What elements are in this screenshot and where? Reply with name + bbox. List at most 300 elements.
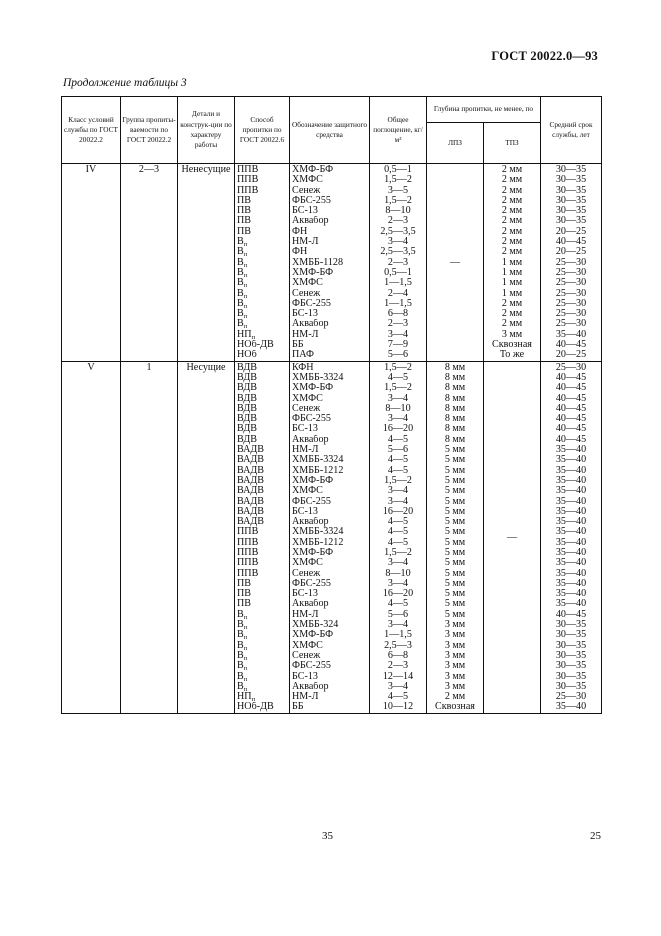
header-tpz: ТПЗ: [484, 123, 541, 164]
method-subscript: п: [243, 624, 248, 631]
table-row: [62, 350, 602, 361]
agent-cell: Аквабор: [290, 435, 370, 445]
method-subscript: п: [243, 261, 248, 268]
group-cell: [121, 186, 178, 196]
method-cell: [235, 548, 290, 558]
group-cell: [121, 548, 178, 558]
method-code: ППВ: [237, 547, 259, 558]
absorption-cell: 3—4: [370, 682, 427, 692]
method-subscript: п: [243, 251, 248, 258]
method-code: ВДВ: [237, 393, 257, 404]
class-cell: [62, 206, 121, 216]
table-row: [62, 330, 602, 340]
life-cell: 35—40: [541, 330, 602, 340]
method-cell: [235, 672, 290, 682]
absorption-cell: 1—1,5: [370, 299, 427, 309]
life-cell: 30—35: [541, 641, 602, 651]
method-subscript: п: [243, 644, 248, 651]
group-cell: [121, 497, 178, 507]
agent-cell: Сенеж: [290, 569, 370, 579]
life-cell: 25—30: [541, 299, 602, 309]
agent-cell: ХМФ-БФ: [290, 548, 370, 558]
absorption-cell: 1,5—2: [370, 196, 427, 206]
agent-cell: ББ: [290, 702, 370, 713]
class-cell: [62, 641, 121, 651]
details-cell: [178, 186, 235, 196]
method-cell: [235, 258, 290, 268]
class-cell: [62, 702, 121, 713]
method-code: ППВ: [237, 537, 259, 548]
method-code: ППВ: [237, 568, 259, 579]
method-code: В: [237, 640, 244, 651]
group-cell: [121, 278, 178, 288]
life-cell: 30—35: [541, 186, 602, 196]
lpz-cell: 3 мм: [427, 651, 484, 661]
agent-cell: ББ: [290, 340, 370, 350]
absorption-cell: 4—5: [370, 435, 427, 445]
agent-cell: Аквабор: [290, 682, 370, 692]
details-cell: [178, 373, 235, 383]
life-cell: 40—45: [541, 424, 602, 434]
method-code: ПВ: [237, 195, 252, 206]
absorption-cell: 8—10: [370, 404, 427, 414]
life-cell: 35—40: [541, 455, 602, 465]
lpz-cell: 3 мм: [427, 682, 484, 692]
group-cell: [121, 309, 178, 319]
method-code: ПВ: [237, 599, 252, 610]
life-cell: 30—35: [541, 630, 602, 640]
group-cell: [121, 196, 178, 206]
tpz-cell: 1 мм: [484, 289, 541, 299]
lpz-cell: 5 мм: [427, 589, 484, 599]
details-cell: [178, 299, 235, 309]
group-cell: [121, 299, 178, 309]
life-cell: 25—30: [541, 278, 602, 288]
method-cell: [235, 247, 290, 257]
method-subscript: п: [243, 292, 248, 299]
details-cell: [178, 620, 235, 630]
absorption-cell: 3—4: [370, 330, 427, 340]
group-cell: [121, 507, 178, 517]
life-cell: 40—45: [541, 404, 602, 414]
class-cell: [62, 196, 121, 206]
table-row: [62, 340, 602, 350]
class-cell: [62, 579, 121, 589]
method-subscript: п: [243, 323, 248, 330]
group-cell: [121, 247, 178, 257]
tpz-cell: 3 мм: [484, 330, 541, 340]
agent-cell: Аквабор: [290, 319, 370, 329]
group-cell: [121, 651, 178, 661]
agent-cell: Сенеж: [290, 289, 370, 299]
details-cell: [178, 206, 235, 216]
absorption-cell: 3—5: [370, 186, 427, 196]
life-cell: 35—40: [541, 548, 602, 558]
tpz-cell: 2 мм: [484, 319, 541, 329]
group-cell: [121, 466, 178, 476]
agent-cell: ФБС-255: [290, 661, 370, 671]
class-cell: [62, 414, 121, 424]
table-row: [62, 309, 602, 319]
absorption-cell: 1,5—2: [370, 383, 427, 393]
group-cell: [121, 610, 178, 620]
absorption-cell: 12—14: [370, 672, 427, 682]
class-cell: [62, 630, 121, 640]
details-cell: [178, 445, 235, 455]
lpz-cell: 5 мм: [427, 507, 484, 517]
group-cell: [121, 206, 178, 216]
method-code: В: [237, 267, 244, 278]
life-cell: 35—40: [541, 579, 602, 589]
class-cell: [62, 435, 121, 445]
agent-cell: ФБС-255: [290, 299, 370, 309]
table-row: [62, 206, 602, 216]
method-code: В: [237, 278, 244, 289]
header-absorption: Общее поглощение, кг/м³: [370, 97, 427, 164]
method-code: НОб-ДВ: [237, 340, 274, 351]
header-life: Средний срок службы, лет: [541, 97, 602, 164]
method-code: ВДВ: [237, 383, 257, 394]
class-cell: [62, 289, 121, 299]
details-cell: Ненесущие: [178, 164, 235, 176]
group-cell: [121, 289, 178, 299]
lpz-cell: 8 мм: [427, 424, 484, 434]
header-class: Класс условий службы по ГОСТ 20022.2: [62, 97, 121, 164]
absorption-cell: 4—5: [370, 455, 427, 465]
header-group: Группа пропиты-ваемости по ГОСТ 20022.2: [121, 97, 178, 164]
agent-cell: Аквабор: [290, 216, 370, 226]
class-cell: [62, 340, 121, 350]
tpz-cell: 2 мм: [484, 164, 541, 176]
table-row: [62, 175, 602, 185]
method-code: ПВ: [237, 226, 252, 237]
agent-cell: НМ-Л: [290, 445, 370, 455]
group-cell: [121, 589, 178, 599]
method-code: В: [237, 288, 244, 299]
method-code: ВДВ: [237, 361, 257, 373]
life-cell: 40—45: [541, 610, 602, 620]
method-cell: [235, 651, 290, 661]
method-cell: [235, 175, 290, 185]
lpz-cell: 5 мм: [427, 579, 484, 589]
class-cell: [62, 227, 121, 237]
absorption-cell: 16—20: [370, 507, 427, 517]
details-cell: [178, 216, 235, 226]
method-cell: [235, 558, 290, 568]
life-cell: 25—30: [541, 289, 602, 299]
method-cell: [235, 641, 290, 651]
agent-cell: ХМББ-3324: [290, 455, 370, 465]
group-cell: [121, 394, 178, 404]
table-row: [62, 268, 602, 278]
table-row: [62, 299, 602, 309]
absorption-cell: 3—4: [370, 237, 427, 247]
details-cell: [178, 330, 235, 340]
agent-cell: ХМФС: [290, 486, 370, 496]
method-cell: [235, 404, 290, 414]
life-cell: 20—25: [541, 350, 602, 361]
method-cell: [235, 589, 290, 599]
absorption-cell: 2—4: [370, 289, 427, 299]
method-code: НП: [237, 329, 252, 340]
class-cell: [62, 309, 121, 319]
group-cell: 1: [121, 361, 178, 373]
class-cell: [62, 661, 121, 671]
details-cell: [178, 424, 235, 434]
group-cell: [121, 579, 178, 589]
group-cell: [121, 569, 178, 579]
life-cell: 40—45: [541, 340, 602, 350]
agent-cell: БС-13: [290, 424, 370, 434]
life-cell: 30—35: [541, 196, 602, 206]
absorption-cell: 3—4: [370, 620, 427, 630]
method-code: В: [237, 620, 244, 631]
method-subscript: п: [243, 665, 248, 672]
method-code: ВАДВ: [237, 506, 265, 517]
tpz-cell: 2 мм: [484, 175, 541, 185]
details-cell: [178, 309, 235, 319]
method-cell: [235, 466, 290, 476]
agent-cell: ФБС-255: [290, 196, 370, 206]
method-cell: [235, 278, 290, 288]
method-code: ВАДВ: [237, 486, 265, 497]
details-cell: [178, 630, 235, 640]
table-row: [62, 278, 602, 288]
group-cell: [121, 661, 178, 671]
lpz-cell: 5 мм: [427, 517, 484, 527]
life-cell: 30—35: [541, 682, 602, 692]
group-cell: [121, 641, 178, 651]
life-cell: 35—40: [541, 527, 602, 537]
life-cell: 35—40: [541, 486, 602, 496]
details-cell: [178, 278, 235, 288]
group-cell: [121, 486, 178, 496]
tpz-dash-cell: —: [484, 361, 541, 713]
lpz-cell: 8 мм: [427, 435, 484, 445]
lpz-cell: 5 мм: [427, 599, 484, 609]
method-code: В: [237, 609, 244, 620]
life-cell: 25—30: [541, 361, 602, 373]
class-cell: [62, 620, 121, 630]
method-code: НП: [237, 692, 252, 703]
details-cell: [178, 340, 235, 350]
method-code: ВАДВ: [237, 496, 265, 507]
agent-cell: ХМББ-3324: [290, 527, 370, 537]
lpz-cell: 5 мм: [427, 558, 484, 568]
method-cell: [235, 216, 290, 226]
agent-cell: ХМББ-3324: [290, 373, 370, 383]
life-cell: 35—40: [541, 497, 602, 507]
agent-cell: ФБС-255: [290, 414, 370, 424]
absorption-cell: 8—10: [370, 206, 427, 216]
method-code: В: [237, 247, 244, 258]
agent-cell: ХМББ-324: [290, 620, 370, 630]
agent-cell: БС-13: [290, 672, 370, 682]
method-cell: [235, 414, 290, 424]
group-cell: [121, 424, 178, 434]
method-cell: [235, 186, 290, 196]
absorption-cell: 6—8: [370, 651, 427, 661]
life-cell: 35—40: [541, 589, 602, 599]
lpz-cell: 2 мм: [427, 692, 484, 702]
details-cell: [178, 599, 235, 609]
table-row: [62, 196, 602, 206]
class-cell: [62, 455, 121, 465]
class-cell: [62, 692, 121, 702]
table-row: [62, 247, 602, 257]
agent-cell: ХМББ-1128: [290, 258, 370, 268]
absorption-cell: 2,5—3: [370, 641, 427, 651]
group-cell: [121, 476, 178, 486]
absorption-cell: 2—3: [370, 258, 427, 268]
class-cell: [62, 394, 121, 404]
page-number-center: 35: [322, 830, 333, 842]
table-row: [62, 319, 602, 329]
method-cell: [235, 268, 290, 278]
method-subscript: п: [243, 685, 248, 693]
details-cell: [178, 383, 235, 393]
life-cell: 25—30: [541, 268, 602, 278]
method-cell: [235, 289, 290, 299]
agent-cell: Аквабор: [290, 599, 370, 609]
agent-cell: БС-13: [290, 206, 370, 216]
header-depth: Глубина пропитки, не менее, по: [427, 97, 541, 123]
table-row: [62, 361, 602, 373]
class-cell: [62, 350, 121, 361]
tpz-cell: 2 мм: [484, 237, 541, 247]
lpz-cell: 5 мм: [427, 548, 484, 558]
details-cell: [178, 507, 235, 517]
tpz-cell: То же: [484, 350, 541, 361]
absorption-cell: 16—20: [370, 424, 427, 434]
method-cell: [235, 497, 290, 507]
agent-cell: ХМФС: [290, 641, 370, 651]
method-code: ПВ: [237, 578, 252, 589]
class-cell: [62, 330, 121, 340]
group-cell: [121, 350, 178, 361]
details-cell: [178, 350, 235, 361]
method-code: ВДВ: [237, 434, 257, 445]
method-subscript: п: [243, 271, 248, 279]
details-cell: [178, 538, 235, 548]
details-cell: [178, 569, 235, 579]
absorption-cell: 5—6: [370, 610, 427, 620]
class-cell: [62, 383, 121, 393]
method-cell: [235, 527, 290, 537]
absorption-cell: 2—3: [370, 661, 427, 671]
lpz-cell: 5 мм: [427, 527, 484, 537]
details-cell: [178, 672, 235, 682]
class-cell: [62, 486, 121, 496]
group-cell: [121, 340, 178, 350]
class-cell: [62, 373, 121, 383]
lpz-cell: 5 мм: [427, 445, 484, 455]
lpz-cell: 8 мм: [427, 361, 484, 373]
method-cell: [235, 538, 290, 548]
method-cell: [235, 361, 290, 373]
header-method: Способ пропитки по ГОСТ 20022.6: [235, 97, 290, 164]
method-cell: [235, 330, 290, 340]
agent-cell: ФН: [290, 247, 370, 257]
lpz-cell: 5 мм: [427, 569, 484, 579]
method-subscript: п: [251, 333, 256, 341]
lpz-cell: 5 мм: [427, 486, 484, 496]
class-cell: [62, 247, 121, 257]
agent-cell: НМ-Л: [290, 610, 370, 620]
method-code: В: [237, 630, 244, 641]
method-code: ВАДВ: [237, 465, 265, 476]
method-code: ППВ: [237, 164, 259, 175]
life-cell: 35—40: [541, 599, 602, 609]
method-code: В: [237, 650, 244, 661]
details-cell: [178, 651, 235, 661]
absorption-cell: 7—9: [370, 340, 427, 350]
life-cell: 40—45: [541, 414, 602, 424]
method-code: ВАДВ: [237, 455, 265, 466]
details-cell: Несущие: [178, 361, 235, 373]
details-cell: [178, 435, 235, 445]
details-cell: [178, 196, 235, 206]
method-cell: [235, 164, 290, 176]
method-code: ВДВ: [237, 403, 257, 414]
lpz-cell: 3 мм: [427, 672, 484, 682]
life-cell: 40—45: [541, 435, 602, 445]
class-cell: IV: [62, 164, 121, 176]
method-code: ППВ: [237, 558, 259, 569]
table-row: [62, 227, 602, 237]
absorption-cell: 3—4: [370, 558, 427, 568]
absorption-cell: 4—5: [370, 466, 427, 476]
life-cell: 35—40: [541, 517, 602, 527]
method-cell: [235, 630, 290, 640]
group-cell: [121, 414, 178, 424]
absorption-cell: 1,5—2: [370, 175, 427, 185]
life-cell: 25—30: [541, 258, 602, 268]
tpz-cell: 2 мм: [484, 206, 541, 216]
absorption-cell: 4—5: [370, 373, 427, 383]
method-subscript: п: [243, 282, 248, 289]
header-details: Детали и конструк-ции по характеру работы: [178, 97, 235, 164]
method-code: ППВ: [237, 185, 259, 196]
tpz-cell: 1 мм: [484, 268, 541, 278]
group-cell: [121, 692, 178, 702]
table-row: [62, 237, 602, 247]
life-cell: 30—35: [541, 216, 602, 226]
group-cell: [121, 383, 178, 393]
group-cell: [121, 620, 178, 630]
method-subscript: п: [243, 241, 248, 248]
details-cell: [178, 414, 235, 424]
details-cell: [178, 268, 235, 278]
lpz-cell: 3 мм: [427, 620, 484, 630]
lpz-dash-cell: —: [427, 164, 484, 362]
group-cell: [121, 435, 178, 445]
agent-cell: ФБС-255: [290, 579, 370, 589]
class-cell: [62, 507, 121, 517]
details-cell: [178, 404, 235, 414]
lpz-cell: 3 мм: [427, 661, 484, 671]
class-cell: [62, 186, 121, 196]
details-cell: [178, 497, 235, 507]
agent-cell: ХМФ-БФ: [290, 476, 370, 486]
class-cell: [62, 175, 121, 185]
method-cell: [235, 373, 290, 383]
life-cell: 35—40: [541, 702, 602, 713]
absorption-cell: 5—6: [370, 350, 427, 361]
lpz-cell: 8 мм: [427, 373, 484, 383]
agent-cell: ФБС-255: [290, 497, 370, 507]
details-cell: [178, 661, 235, 671]
